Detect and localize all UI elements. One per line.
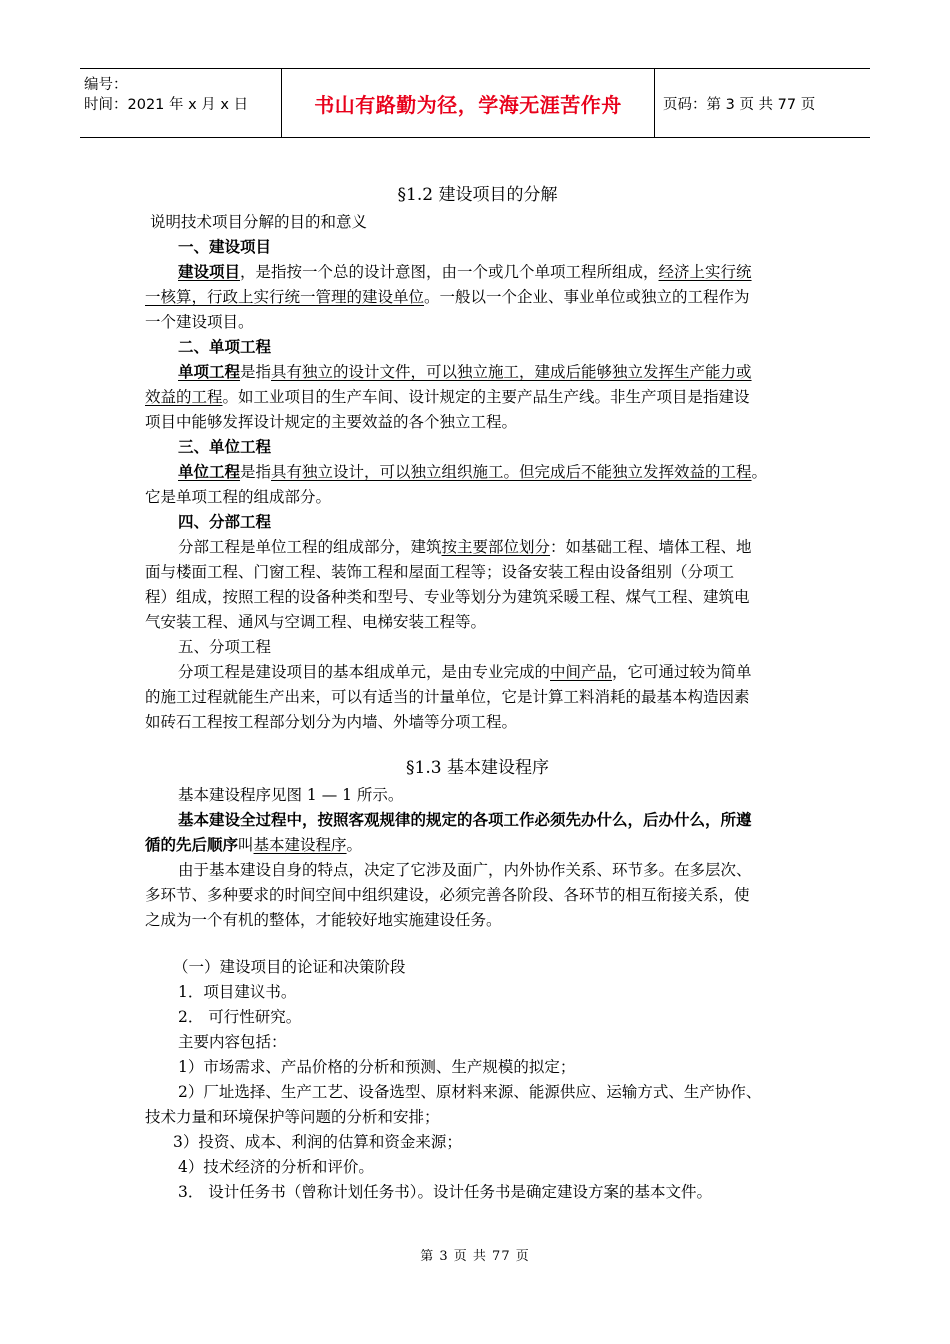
text: 分项工程是建设项目的基本组成单元，是由专业完成的	[178, 663, 551, 681]
heading-single-project: 二、单项工程	[178, 338, 272, 356]
paragraph-line: 如砖石工程按工程部分划分为内墙、外墙等分项工程。	[145, 713, 518, 731]
heading-division-project: 四、分部工程	[178, 513, 272, 531]
paragraph-line	[145, 833, 810, 858]
term: 单位工程	[178, 463, 241, 481]
paragraph-line: 它是单项工程的组成部分。	[145, 488, 332, 506]
text: 分部工程是单位工程的组成部分，建筑	[178, 538, 442, 556]
underlined-text: 一核算，行政上实行统一管理的建设单位	[145, 288, 425, 306]
text: 。一般以一个企业、事业单位或独立的工程作为	[424, 288, 750, 306]
text: 。	[751, 463, 768, 481]
document-body	[145, 180, 810, 1205]
text: 。如工业项目的生产车间、设计规定的主要产品生产线。非生产项目是指建设	[222, 388, 750, 406]
list-item: 3）投资、成本、利润的估算和资金来源；	[173, 1133, 462, 1151]
paragraph-line	[145, 360, 810, 385]
list-item: 技术力量和环境保护等问题的分析和安排；	[145, 1108, 440, 1126]
paragraph-line: 由于基本建设自身的特点，决定了它涉及面广，内外协作关系、环节多。在多层次、	[178, 861, 752, 879]
paragraph-line: 基本建设全过程中，按照客观规律的规定的各项工作必须先办什么，后办什么，所遵	[178, 811, 752, 829]
paragraph-line	[145, 535, 810, 560]
term: 建设项目	[178, 263, 241, 281]
paragraph-line	[145, 385, 810, 410]
paragraph-line	[145, 460, 810, 485]
text: ，它可通过较为简单	[612, 663, 752, 681]
page-footer: 第 3 页 共 77 页	[420, 1249, 530, 1264]
paragraph-line: 气安装工程、通风与空调工程、电梯安装工程等。	[145, 613, 487, 631]
underlined-text: 经济上实行统	[658, 263, 752, 281]
stage-heading: （一）建设项目的论证和决策阶段	[173, 958, 406, 976]
paragraph-line: 项目中能够发挥设计规定的主要效益的各个独立工程。	[145, 413, 518, 431]
heading-subitem-project: 五、分项工程	[178, 638, 272, 656]
time-label: 时间：2021 年 x 月 x 日	[84, 97, 249, 113]
text: 是指	[240, 363, 272, 381]
page-header	[80, 68, 870, 138]
header-meta	[80, 69, 282, 137]
underlined-text: 基本建设程序	[253, 836, 347, 854]
paragraph-line: 面与楼面工程、门窗工程、装饰工程和屋面工程等；设备安装工程由设备组别（分项工	[145, 563, 735, 581]
header-motto: 书山有路勤为径，学海无涯苦作舟	[314, 92, 622, 117]
list-item: 3． 设计任务书（曾称计划任务书）。设计任务书是确定建设方案的基本文件。	[178, 1183, 713, 1201]
list-item: 4）技术经济的分析和评价。	[178, 1158, 374, 1176]
paragraph-line: 之成为一个有机的整体，才能较好地实施建设任务。	[145, 911, 502, 929]
paragraph-line: 多环节、多种要求的时间空间中组织建设，必须完善各阶段、各环节的相互衔接关系，使	[145, 886, 750, 904]
heading-construction-project: 一、建设项目	[178, 238, 272, 256]
paragraph-line: 基本建设程序见图 1 — 1 所示。	[178, 786, 404, 804]
text: 叫	[238, 836, 254, 854]
text: ，是指按一个总的设计意图，由一个或几个单项工程所组成，	[240, 263, 659, 281]
number-label: 编号：	[84, 77, 128, 93]
underlined-text: 按主要部位划分	[441, 538, 551, 556]
text: ：如基础工程、墙体工程、地	[550, 538, 752, 556]
paragraph-line: 一个建设项目。	[145, 313, 254, 331]
underlined-text: 中间产品	[550, 663, 613, 681]
spacer	[145, 933, 810, 955]
underlined-text: 效益的工程	[145, 388, 223, 406]
paragraph-line	[145, 260, 810, 285]
list-item: 主要内容包括：	[178, 1033, 287, 1051]
paragraph-line: 的施工过程就能生产出来，可以有适当的计量单位，它是计算工料消耗的最基本构造因素	[145, 688, 750, 706]
header-page-info: 页码：第 3 页 共 77 页	[663, 96, 816, 113]
heading-unit-project: 三、单位工程	[178, 438, 272, 456]
text: 是指	[240, 463, 272, 481]
underlined-text: 具有独立的设计文件，可以独立施工，建成后能够独立发挥生产能力或	[271, 363, 752, 381]
list-item: 1．项目建议书。	[178, 983, 297, 1001]
list-item: 1）市场需求、产品价格的分析和预测、生产规模的拟定；	[178, 1058, 576, 1076]
bold-text: 循的先后顺序	[145, 836, 239, 854]
header-motto-cell	[282, 69, 655, 137]
section-1-2-title: §1.2 建设项目的分解	[397, 185, 558, 205]
paragraph-line: 程）组成，按照工程的设备种类和型号、专业等划分为建筑采暖工程、煤气工程、建筑电	[145, 588, 750, 606]
term: 单项工程	[178, 363, 241, 381]
paragraph-line	[145, 660, 810, 685]
spacer	[145, 735, 810, 753]
underlined-text: 具有独立设计，可以独立组织施工。但完成后不能独立发挥效益的工程	[271, 463, 752, 481]
text: 。	[346, 836, 363, 854]
list-item: 2）厂址选择、生产工艺、设备选型、原材料来源、能源供应、运输方式、生产协作、	[178, 1083, 762, 1101]
list-item: 2． 可行性研究。	[178, 1008, 302, 1026]
section-1-3-title: §1.3 基本建设程序	[406, 758, 549, 778]
paragraph-line	[145, 285, 810, 310]
section-intro: 说明技术项目分解的目的和意义	[150, 213, 368, 231]
